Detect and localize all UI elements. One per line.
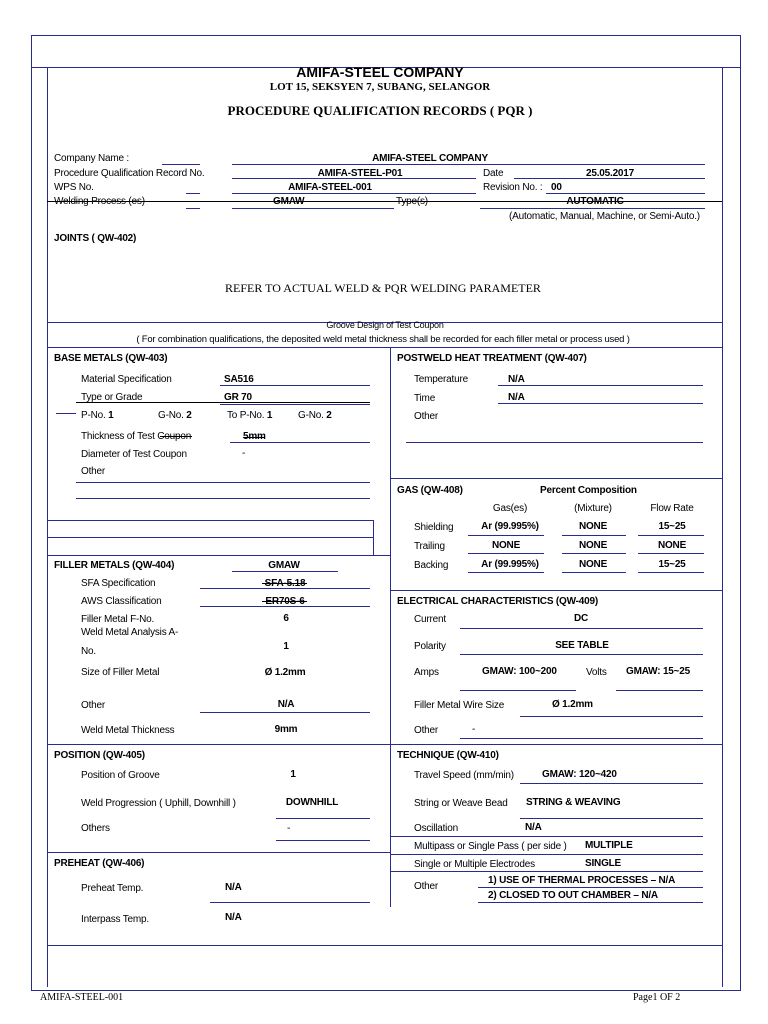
base-metals-heading: BASE METALS (QW-403) — [54, 353, 168, 364]
technique-other-1: 1) USE OF THERMAL PROCESSES – N/A — [488, 875, 676, 886]
pqr-label: Procedure Qualification Record No. — [54, 168, 205, 179]
elec-other-value: - — [472, 724, 476, 735]
topno-label: To P-No. — [227, 410, 265, 421]
joints-refer-text: REFER TO ACTUAL WELD & PQR WELDING PARAMETER — [225, 281, 541, 295]
date-value: 25.05.2017 — [585, 168, 635, 179]
ano-value: 1 — [283, 641, 289, 652]
multipass-label: Multipass or Single Pass ( per side ) — [414, 841, 567, 852]
position-others-value: - — [287, 823, 291, 834]
revision-value: 00 — [551, 182, 562, 193]
base-other-label: Other — [81, 466, 106, 477]
elec-other-label: Other — [414, 725, 439, 736]
fno-label: Filler Metal F-No. — [81, 614, 155, 625]
volts-value: GMAW: 15~25 — [626, 666, 691, 677]
travel-speed-value: GMAW: 120~420 — [542, 769, 617, 780]
material-spec-value: SA516 — [224, 374, 254, 385]
company-name-label: Company Name : — [54, 153, 130, 164]
welding-process-label: Welding Process (es) — [54, 196, 145, 207]
electrodes-label: Single or Multiple Electrodes — [414, 859, 535, 870]
gas-row-mix: NONE — [578, 521, 608, 532]
weld-thickness-label: Weld Metal Thickness — [81, 725, 175, 736]
ano-label-line2: No. — [81, 646, 96, 657]
joints-heading: JOINTS ( QW-402) — [54, 233, 137, 244]
type-value: AUTOMATIC — [566, 196, 624, 207]
fno-value: 6 — [283, 613, 289, 624]
pwht-temp-label: Temperature — [414, 374, 468, 385]
technique-heading: TECHNIQUE (QW-410) — [397, 750, 499, 761]
progression-label: Weld Progression ( Uphill, Downhill ) — [81, 798, 236, 809]
type-label: Type(s) — [396, 196, 428, 207]
gno2-value: 2 — [326, 410, 332, 421]
gno-value: 2 — [186, 410, 192, 421]
filler-size-label: Size of Filler Metal — [81, 667, 160, 678]
pno-value: 1 — [108, 410, 114, 421]
pno-group — [81, 410, 114, 421]
oscillation-label: Oscillation — [414, 823, 458, 834]
diameter-label: Diameter of Test Coupon — [81, 449, 187, 460]
topno-group — [227, 410, 272, 421]
gno-label: G-No. — [158, 410, 184, 421]
electrodes-value: SINGLE — [585, 858, 622, 869]
combination-note: ( For combination qualifications, the deposited weld metal thickness shall be recorded for each filler metal or process used ) — [136, 334, 630, 345]
preheat-temp-label: Preheat Temp. — [81, 883, 144, 894]
material-spec-label: Material Specification — [81, 374, 172, 385]
filler-other-label: Other — [81, 700, 106, 711]
gno-group — [158, 410, 192, 421]
pwht-heading: POSTWELD HEAT TREATMENT (QW-407) — [397, 353, 587, 364]
preheat-temp-value: N/A — [225, 882, 242, 893]
gas-col-flow: Flow Rate — [650, 503, 694, 514]
topno-value: 1 — [266, 410, 273, 421]
footer-page-number: Page1 OF 2 — [633, 992, 681, 1003]
pqr-value: AMIFA-STEEL-P01 — [317, 168, 403, 179]
groove-position-label: Position of Groove — [81, 770, 160, 781]
date-label: Date — [483, 168, 504, 179]
type-note: (Automatic, Manual, Machine, or Semi-Auto.) — [509, 211, 700, 222]
polarity-value: SEE TABLE — [555, 640, 609, 651]
gas-row-label: Shielding — [414, 522, 454, 533]
groove-design-label: Groove Design of Test Coupon — [326, 320, 444, 330]
gno2-label: G-No. — [298, 410, 324, 421]
pno-label: P-No. — [81, 410, 106, 421]
company-address: LOT 15, SEKSYEN 7, SUBANG, SELANGOR — [269, 81, 491, 93]
revision-label: Revision No. : — [483, 182, 543, 193]
position-others-label: Others — [81, 823, 110, 834]
footer-doc-number: AMIFA-STEEL-001 — [40, 992, 124, 1003]
thickness-value: 5mm — [243, 431, 266, 442]
pwht-time-label: Time — [414, 393, 436, 404]
gas-row-gas: Ar (99.995%) — [481, 521, 539, 532]
pwht-other-label: Other — [414, 411, 439, 422]
technique-other-2: 2) CLOSED TO OUT CHAMBER – N/A — [488, 890, 658, 901]
thickness-label: Thickness of Test Coupon — [81, 431, 192, 442]
company-name-value: AMIFA-STEEL COMPANY — [372, 153, 488, 164]
filler-size-value: Ø 1.2mm — [264, 667, 306, 678]
electrical-heading: ELECTRICAL CHARACTERISTICS (QW-409) — [397, 596, 598, 607]
gas-col-gases: Gas(es) — [492, 503, 528, 514]
gas-row-label: Backing — [414, 560, 449, 571]
gas-row-gas: Ar (99.995%) — [481, 559, 539, 570]
amps-value: GMAW: 100~200 — [482, 666, 557, 677]
gas-row-flow: 15~25 — [658, 521, 686, 532]
welding-process-value: GMAW — [273, 196, 305, 207]
current-value: DC — [573, 613, 589, 624]
current-label: Current — [414, 614, 446, 625]
weld-thickness-value: 9mm — [274, 724, 298, 735]
bead-label: String or Weave Bead — [414, 798, 508, 809]
gno2-group — [298, 410, 332, 421]
percent-composition-heading: Percent Composition — [540, 485, 637, 496]
technique-other-label: Other — [414, 881, 439, 892]
sfa-value: SFA-5.18 — [264, 578, 306, 589]
gas-heading: GAS (QW-408) — [397, 485, 463, 496]
wps-value: AMIFA-STEEL-001 — [288, 182, 372, 193]
type-grade-value: GR 70 — [224, 392, 252, 403]
preheat-heading: PREHEAT (QW-406) — [54, 858, 145, 869]
filler-metals-heading: FILLER METALS (QW-404) — [54, 560, 175, 571]
aws-label: AWS Classification — [81, 596, 162, 607]
wps-label: WPS No. — [54, 182, 94, 193]
aws-value: ER70S-6 — [265, 596, 305, 607]
filler-other-value: N/A — [277, 699, 295, 710]
amps-label: Amps — [414, 667, 439, 678]
bead-value: STRING & WEAVING — [526, 797, 621, 808]
gas-row-mix: NONE — [578, 559, 608, 570]
ano-label-line1: Weld Metal Analysis A- — [81, 627, 179, 638]
gas-row-flow: NONE — [657, 540, 687, 551]
type-grade-label: Type or Grade — [81, 392, 143, 403]
volts-label: Volts — [586, 667, 607, 678]
interpass-value: N/A — [225, 912, 242, 923]
gas-row-mix: NONE — [578, 540, 608, 551]
multipass-value: MULTIPLE — [585, 840, 633, 851]
travel-speed-label: Travel Speed (mm/min) — [414, 770, 514, 781]
polarity-label: Polarity — [414, 641, 446, 652]
diameter-value: - — [242, 448, 246, 459]
oscillation-value: N/A — [525, 822, 542, 833]
position-heading: POSITION (QW-405) — [54, 750, 145, 761]
wire-size-value: Ø 1.2mm — [552, 699, 593, 710]
pwht-time-value: N/A — [508, 392, 525, 403]
filler-process: GMAW — [268, 560, 300, 571]
gas-row-label: Trailing — [414, 541, 445, 552]
groove-position-value: 1 — [290, 769, 296, 780]
wire-size-label: Filler Metal Wire Size — [414, 700, 505, 711]
sfa-label: SFA Specification — [81, 578, 156, 589]
gas-row-gas: NONE — [491, 540, 521, 551]
interpass-label: Interpass Temp. — [81, 914, 149, 925]
progression-value: DOWNHILL — [285, 797, 339, 808]
gas-row-flow: 15~25 — [658, 559, 686, 570]
pwht-temp-value: N/A — [508, 374, 525, 385]
gas-col-mixture: (Mixture) — [574, 503, 612, 514]
page-title: PROCEDURE QUALIFICATION RECORDS ( PQR ) — [227, 103, 533, 118]
company-heading: AMIFA-STEEL COMPANY — [296, 64, 464, 80]
